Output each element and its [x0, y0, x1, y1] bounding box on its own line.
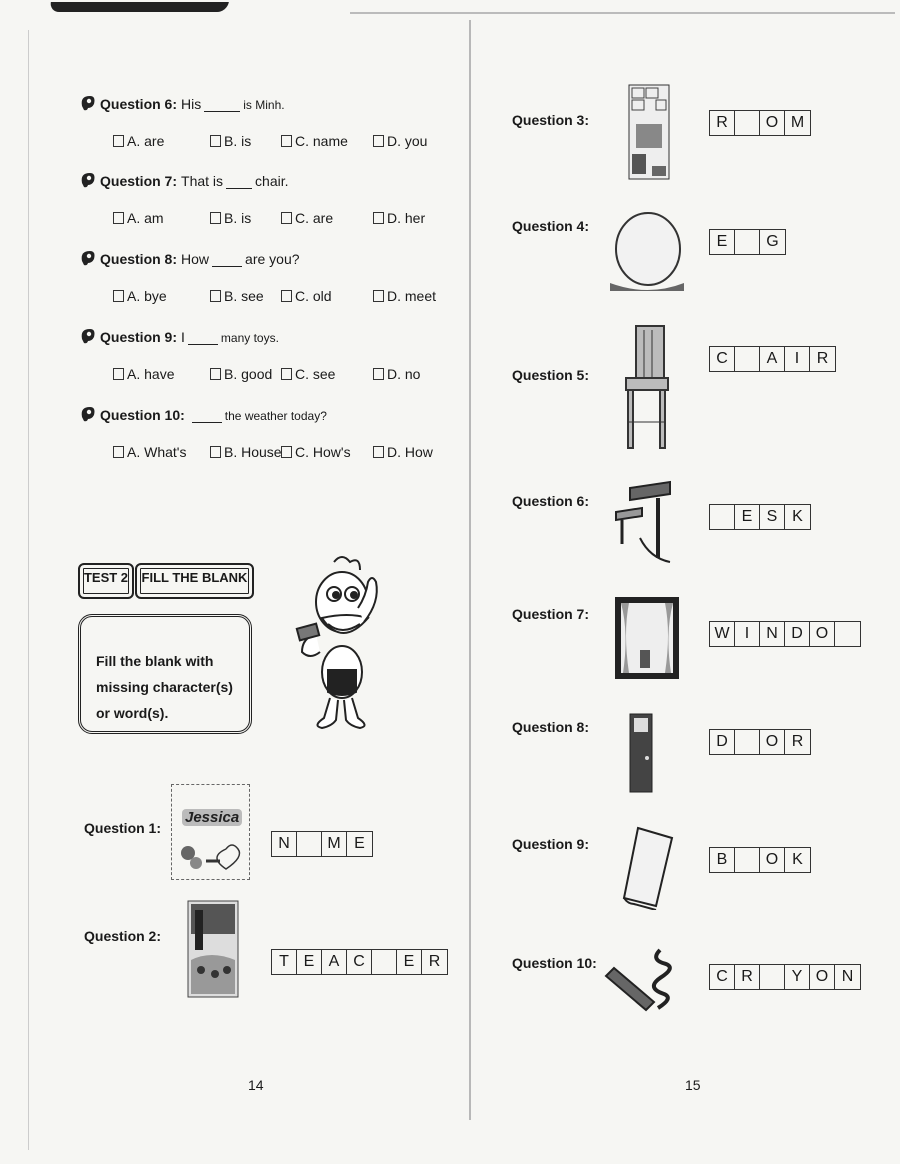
- letter-blank-box[interactable]: [835, 622, 860, 646]
- question-text-before: That is: [181, 173, 224, 189]
- test-badge: TEST 2: [78, 563, 134, 599]
- option-label: B. is: [224, 210, 252, 226]
- answer-blank: [188, 330, 218, 345]
- page-top-decoration: [49, 2, 229, 12]
- option-checkbox[interactable]: [210, 290, 221, 302]
- fill-question-label: Question 5:: [512, 367, 590, 383]
- letter-box: M: [322, 832, 347, 856]
- letter-box: E: [397, 950, 422, 974]
- option-label: C. name: [295, 133, 348, 149]
- door-picture: [628, 712, 654, 796]
- letter-boxes: [271, 831, 373, 857]
- option-checkbox[interactable]: [373, 135, 384, 147]
- option-checkbox[interactable]: [113, 212, 124, 224]
- letter-blank-box[interactable]: [735, 230, 760, 254]
- ear-icon: [78, 327, 96, 345]
- letter-box: N: [760, 622, 785, 646]
- letter-box: E: [710, 230, 735, 254]
- letter-boxes: [709, 110, 811, 136]
- letter-box: K: [792, 851, 803, 868]
- letter-blank-box[interactable]: [710, 505, 735, 529]
- answer-blank: [226, 174, 252, 189]
- option-checkbox[interactable]: [281, 290, 292, 302]
- classroom-teacher-picture: [187, 900, 239, 998]
- chair-picture: [622, 322, 672, 452]
- option-label: B. see: [224, 288, 264, 304]
- option-label: A. am: [127, 210, 164, 226]
- mc-question-7: [78, 171, 289, 189]
- option-label: A. What's: [127, 444, 187, 460]
- letter-box: C: [710, 965, 735, 989]
- option-checkbox[interactable]: [210, 212, 221, 224]
- option-checkbox[interactable]: [281, 446, 292, 458]
- page-top-line: [350, 12, 895, 14]
- letter-box: R: [816, 350, 829, 367]
- letter-boxes: [709, 346, 836, 372]
- option-label: C. see: [295, 366, 336, 382]
- option-label: D. no: [387, 366, 421, 382]
- answer-option[interactable]: [210, 444, 282, 460]
- window-picture: [614, 596, 680, 680]
- answer-option[interactable]: [113, 133, 164, 149]
- option-checkbox[interactable]: [113, 446, 124, 458]
- name-card-picture: [171, 784, 250, 880]
- letter-boxes: [709, 229, 786, 255]
- fill-question-label: Question 8:: [512, 719, 590, 735]
- letter-box: T: [272, 950, 297, 974]
- option-label: A. are: [127, 133, 165, 149]
- letter-boxes: [709, 621, 861, 647]
- letter-blank-box[interactable]: [372, 950, 397, 974]
- question-text-after: many toys.: [220, 331, 279, 345]
- option-label: D. meet: [387, 288, 437, 304]
- letter-boxes: [709, 504, 811, 530]
- option-checkbox[interactable]: [373, 446, 384, 458]
- option-label: B. good: [224, 366, 273, 382]
- fill-question-label: Question 3:: [512, 112, 590, 128]
- option-checkbox[interactable]: [373, 368, 384, 380]
- option-label: C. How's: [295, 444, 351, 460]
- answer-option[interactable]: [373, 133, 427, 149]
- letter-box: E: [735, 505, 760, 529]
- answer-option[interactable]: [281, 210, 333, 226]
- answer-option[interactable]: [281, 133, 348, 149]
- answer-option[interactable]: [113, 366, 174, 382]
- mc-question-10: [78, 405, 327, 423]
- option-checkbox[interactable]: [210, 446, 221, 458]
- letter-box: S: [760, 505, 785, 529]
- letter-box: G: [766, 233, 779, 250]
- letter-blank-box[interactable]: [735, 848, 760, 872]
- question-label: Question 10:: [100, 407, 185, 423]
- option-checkbox[interactable]: [281, 368, 292, 380]
- section-title: FILL THE BLANK: [135, 563, 254, 599]
- answer-option[interactable]: [210, 133, 251, 149]
- question-label: Question 7:: [100, 173, 178, 189]
- option-label: D. you: [387, 133, 428, 149]
- answer-option[interactable]: [113, 288, 167, 304]
- page-number-left: 14: [248, 1077, 264, 1093]
- letter-box: C: [710, 347, 735, 371]
- book-picture: [620, 824, 676, 910]
- fill-question-label: Question 1:: [84, 820, 162, 836]
- option-label: A. bye: [127, 288, 167, 304]
- letter-box: Y: [785, 965, 810, 989]
- question-text-after: the weather today?: [224, 409, 327, 423]
- letter-blank-box[interactable]: [735, 111, 760, 135]
- answer-blank: [192, 408, 222, 423]
- option-checkbox[interactable]: [210, 135, 221, 147]
- letter-box: D: [785, 622, 810, 646]
- crayon-picture: [604, 944, 684, 1024]
- letter-boxes: [709, 964, 861, 990]
- letter-boxes: [709, 847, 811, 873]
- fill-question-label: Question 6:: [512, 493, 590, 509]
- fill-question-label: Question 2:: [84, 928, 162, 944]
- option-label: B. House: [224, 444, 282, 460]
- answer-option[interactable]: [373, 366, 420, 382]
- question-label: Question 8:: [100, 251, 178, 267]
- letter-blank-box[interactable]: [735, 347, 760, 371]
- letter-box: O: [760, 730, 785, 754]
- option-label: D. her: [387, 210, 426, 226]
- question-text-before: I: [181, 329, 185, 345]
- flowers-heart-icon: [176, 839, 246, 875]
- answer-option[interactable]: [210, 366, 272, 382]
- room-picture: [628, 84, 670, 180]
- fill-question-label: Question 10:: [512, 955, 597, 971]
- ear-icon: [78, 94, 96, 112]
- letter-blank-box[interactable]: [760, 965, 785, 989]
- letter-box: M: [790, 114, 805, 131]
- letter-box: W: [710, 622, 735, 646]
- desk-picture: [612, 478, 674, 572]
- letter-box: E: [297, 950, 322, 974]
- page-left-edge: [28, 30, 29, 1150]
- letter-blank-box[interactable]: [735, 730, 760, 754]
- book-gutter: [469, 20, 471, 1120]
- option-checkbox[interactable]: [281, 212, 292, 224]
- option-label: C. are: [295, 210, 334, 226]
- letter-box: R: [428, 953, 441, 970]
- letter-box: A: [760, 347, 785, 371]
- answer-option[interactable]: [210, 210, 251, 226]
- ear-icon: [78, 405, 96, 423]
- question-text-before: His: [181, 96, 202, 112]
- letter-box: O: [760, 848, 785, 872]
- question-label: Question 9:: [100, 329, 178, 345]
- letter-box: N: [841, 968, 854, 985]
- letter-box: A: [322, 950, 347, 974]
- question-label: Question 6:: [100, 96, 178, 112]
- letter-box: O: [760, 111, 785, 135]
- letter-boxes: [271, 949, 448, 975]
- letter-box: D: [710, 730, 735, 754]
- ear-icon: [78, 249, 96, 267]
- egg-picture: [606, 205, 688, 295]
- letter-box: R: [710, 111, 735, 135]
- option-checkbox[interactable]: [210, 368, 221, 380]
- answer-option[interactable]: [113, 444, 186, 460]
- answer-blank: [212, 252, 242, 267]
- letter-box: R: [791, 733, 804, 750]
- fill-question-label: Question 7:: [512, 606, 590, 622]
- letter-blank-box[interactable]: [297, 832, 322, 856]
- instruction-text: Fill the blank with missing character(s) or word(s).: [96, 653, 233, 721]
- option-label: A. have: [127, 366, 175, 382]
- letter-boxes: [709, 729, 811, 755]
- ear-icon: [78, 171, 96, 189]
- letter-box: B: [710, 848, 735, 872]
- mc-question-9: [78, 327, 279, 345]
- option-label: B. is: [224, 133, 252, 149]
- option-checkbox[interactable]: [373, 290, 384, 302]
- option-checkbox[interactable]: [281, 135, 292, 147]
- letter-box: I: [785, 347, 810, 371]
- option-label: D. How: [387, 444, 433, 460]
- option-checkbox[interactable]: [113, 290, 124, 302]
- fill-question-label: Question 4:: [512, 218, 590, 234]
- answer-blank: [204, 97, 240, 112]
- letter-box: R: [735, 965, 760, 989]
- question-text-after: are you?: [245, 251, 300, 267]
- mc-question-6: [78, 94, 285, 112]
- letter-box: O: [810, 965, 835, 989]
- question-text-before: How: [181, 251, 210, 267]
- duck-mascot-illustration: [294, 552, 398, 734]
- answer-option[interactable]: [113, 210, 164, 226]
- option-checkbox[interactable]: [373, 212, 384, 224]
- answer-option[interactable]: [281, 444, 351, 460]
- letter-box: N: [272, 832, 297, 856]
- name-card-text: Jessica: [182, 809, 242, 826]
- answer-option[interactable]: [373, 444, 433, 460]
- answer-option[interactable]: [373, 210, 425, 226]
- question-text-after: is Minh.: [243, 98, 285, 112]
- page-number-right: 15: [685, 1077, 701, 1093]
- answer-option[interactable]: [373, 288, 436, 304]
- letter-box: I: [735, 622, 760, 646]
- mc-question-8: [78, 249, 300, 267]
- letter-box: C: [347, 950, 372, 974]
- option-label: C. old: [295, 288, 332, 304]
- option-checkbox[interactable]: [113, 135, 124, 147]
- letter-box: K: [792, 508, 803, 525]
- fill-question-label: Question 9:: [512, 836, 590, 852]
- letter-box: E: [354, 835, 365, 852]
- answer-option[interactable]: [281, 366, 335, 382]
- answer-option[interactable]: [281, 288, 332, 304]
- option-checkbox[interactable]: [113, 368, 124, 380]
- letter-box: O: [810, 622, 835, 646]
- answer-option[interactable]: [210, 288, 264, 304]
- question-text-after: chair.: [255, 173, 289, 189]
